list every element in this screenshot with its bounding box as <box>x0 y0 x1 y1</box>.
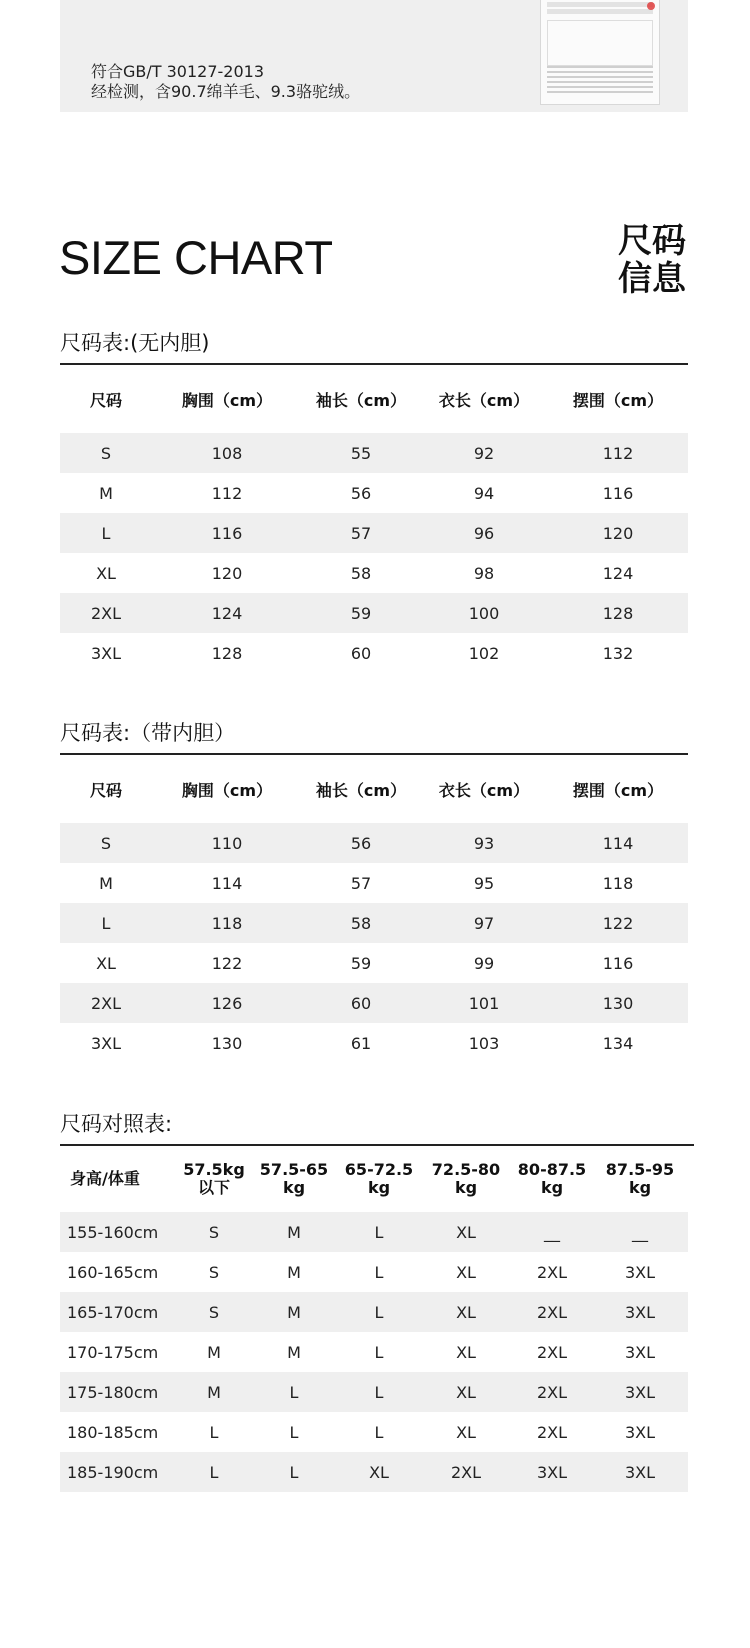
table-cell: 3XL <box>624 1342 656 1362</box>
table-cell: 120 <box>548 513 688 553</box>
size-chart-title: SIZE CHART <box>59 231 333 284</box>
table-cell: L <box>178 1452 250 1492</box>
table-cell: 116 <box>602 483 634 503</box>
column-header: 袖长（cm） <box>315 780 407 800</box>
column-header: 65-72.5 kg <box>344 1160 414 1197</box>
column-header: 袖长（cm） <box>315 390 407 410</box>
table-cell: L <box>374 1422 384 1442</box>
size-comparison-table <box>60 1146 688 1492</box>
table-cell: XL <box>420 1372 512 1412</box>
table-cell: XL <box>420 1292 512 1332</box>
column-header: 衣长（cm） <box>438 780 530 800</box>
column-header: 尺码 <box>89 390 122 410</box>
table-cell: 59 <box>302 593 420 633</box>
table-cell: 116 <box>602 953 634 973</box>
table-row <box>60 983 688 1023</box>
table-row <box>60 1332 688 1372</box>
table-cell: 114 <box>548 823 688 863</box>
table-cell: L <box>374 1342 384 1362</box>
table-row <box>60 1212 688 1252</box>
table-cell: 3XL <box>624 1422 656 1442</box>
table-cell: 155-160cm <box>60 1212 178 1252</box>
table-cell: 116 <box>152 513 302 553</box>
table-cell: 56 <box>350 483 372 503</box>
table-cell: 100 <box>420 593 548 633</box>
report-seal-icon <box>647 2 655 10</box>
table-cell: L <box>338 1372 420 1412</box>
fabric-info-text <box>91 62 360 102</box>
table-row <box>60 1252 688 1292</box>
table-row <box>60 473 688 513</box>
table-cell: 128 <box>211 643 243 663</box>
table-cell: 98 <box>473 563 495 583</box>
table-row <box>60 1292 688 1332</box>
table-cell: 110 <box>152 823 302 863</box>
table-cell: M <box>207 1342 221 1362</box>
table-cell: 126 <box>152 983 302 1023</box>
table-cell: 61 <box>350 1033 372 1053</box>
column-header: 尺码 <box>89 780 122 800</box>
column-header: 身高/体重 <box>70 1169 140 1188</box>
table-row <box>60 903 688 943</box>
table-cell: 58 <box>350 563 372 583</box>
table-cell: XL <box>338 1452 420 1492</box>
table-cell: S <box>60 433 152 473</box>
table-row <box>60 863 688 903</box>
table-row <box>60 593 688 633</box>
table-cell: 118 <box>152 903 302 943</box>
table-cell: 3XL <box>90 1033 122 1053</box>
table-cell: 103 <box>468 1033 500 1053</box>
table-cell: M <box>178 1372 250 1412</box>
column-header: 57.5kg 以下 <box>183 1160 245 1197</box>
table-cell: S <box>178 1212 250 1252</box>
table-cell: 3XL <box>592 1452 688 1492</box>
table-cell: L <box>60 513 152 553</box>
table-cell: L <box>250 1372 338 1412</box>
table-cell: 170-175cm <box>67 1342 159 1362</box>
table-cell: M <box>99 873 113 893</box>
table-cell: 96 <box>420 513 548 553</box>
table-cell: 180-185cm <box>67 1422 159 1442</box>
table-cell: 134 <box>602 1033 634 1053</box>
table-cell: 132 <box>602 643 634 663</box>
table-cell: 2XL <box>60 983 152 1023</box>
table-cell: 165-170cm <box>60 1292 178 1332</box>
size-table-with-liner <box>60 755 688 1063</box>
table-cell: 130 <box>548 983 688 1023</box>
table-cell: L <box>250 1452 338 1492</box>
table-cell: 112 <box>548 433 688 473</box>
table-cell: M <box>250 1212 338 1252</box>
table-row <box>60 1452 688 1492</box>
table-cell: 160-165cm <box>67 1262 159 1282</box>
table-row <box>60 1412 688 1452</box>
column-header: 衣长（cm） <box>438 390 530 410</box>
table-cell: 2XL <box>60 593 152 633</box>
table-cell: 60 <box>350 643 372 663</box>
table-row <box>60 633 688 673</box>
table-cell: __ <box>512 1212 592 1252</box>
test-report-image <box>540 0 660 105</box>
table-row <box>60 553 688 593</box>
standard-line: 符合GB/T 30127-2013 <box>91 62 265 81</box>
table-cell: __ <box>592 1212 688 1252</box>
table-cell: 55 <box>302 433 420 473</box>
table3-title: 尺码对照表: <box>60 1112 173 1136</box>
table-cell: 3XL <box>592 1372 688 1412</box>
table-cell: S <box>178 1292 250 1332</box>
table-cell: L <box>289 1422 299 1442</box>
fabric-info-banner <box>60 0 688 112</box>
table-cell: 2XL <box>536 1342 568 1362</box>
table-cell: 128 <box>548 593 688 633</box>
column-header: 72.5-80 kg <box>431 1160 501 1197</box>
table-cell: 2XL <box>512 1292 592 1332</box>
table-cell: 3XL <box>624 1262 656 1282</box>
table-cell: 124 <box>152 593 302 633</box>
table-cell: XL <box>456 1262 476 1282</box>
table-cell: XL <box>420 1212 512 1252</box>
table-cell: XL <box>456 1342 476 1362</box>
column-header: 57.5-65 kg <box>259 1160 329 1197</box>
table-cell: 99 <box>473 953 495 973</box>
table-cell: M <box>287 1262 301 1282</box>
table-cell: 93 <box>420 823 548 863</box>
table-row <box>60 1023 688 1063</box>
table-cell: L <box>60 903 152 943</box>
table-cell: 118 <box>602 873 634 893</box>
column-header: 胸围（cm） <box>181 390 273 410</box>
table-cell: 120 <box>211 563 243 583</box>
column-header: 摆围（cm） <box>572 780 664 800</box>
table-cell: L <box>374 1262 384 1282</box>
table-cell: M <box>250 1292 338 1332</box>
table-cell: 60 <box>302 983 420 1023</box>
size-info-title-cn: 尺码 信息 <box>618 221 686 299</box>
table-cell: 97 <box>420 903 548 943</box>
table-row <box>60 823 688 863</box>
table-cell: XL <box>456 1422 476 1442</box>
column-header: 胸围（cm） <box>181 780 273 800</box>
table-cell: 2XL <box>536 1262 568 1282</box>
table-row <box>60 433 688 473</box>
table-cell: 57 <box>302 513 420 553</box>
table-cell: 2XL <box>420 1452 512 1492</box>
table-cell: S <box>60 823 152 863</box>
table-row <box>60 1372 688 1412</box>
table-cell: L <box>338 1212 420 1252</box>
table-cell: 101 <box>420 983 548 1023</box>
table-cell: 114 <box>211 873 243 893</box>
table-cell: 57 <box>350 873 372 893</box>
table-cell: 58 <box>302 903 420 943</box>
table-cell: 102 <box>468 643 500 663</box>
table-cell: 59 <box>350 953 372 973</box>
table-cell: 185-190cm <box>60 1452 178 1492</box>
table-cell: 122 <box>211 953 243 973</box>
table-cell: 3XL <box>90 643 122 663</box>
table-cell: 122 <box>548 903 688 943</box>
table-cell: 94 <box>473 483 495 503</box>
table-cell: L <box>338 1292 420 1332</box>
table1-title: 尺码表:(无内胆) <box>60 331 210 355</box>
table-cell: 2XL <box>512 1372 592 1412</box>
table-cell: 112 <box>211 483 243 503</box>
table-cell: 130 <box>211 1033 243 1053</box>
table-cell: 2XL <box>536 1422 568 1442</box>
table-cell: 3XL <box>512 1452 592 1492</box>
table-row <box>60 943 688 983</box>
table-cell: M <box>287 1342 301 1362</box>
composition-line: 经检测，含90.7绵羊毛、9.3骆驼绒。 <box>91 82 361 101</box>
column-header: 摆围（cm） <box>572 390 664 410</box>
table-cell: L <box>209 1422 219 1442</box>
table-cell: 124 <box>602 563 634 583</box>
table-cell: S <box>208 1262 220 1282</box>
column-header: 87.5-95 kg <box>605 1160 675 1197</box>
table-cell: XL <box>96 953 116 973</box>
table-cell: XL <box>96 563 116 583</box>
table-cell: 175-180cm <box>60 1372 178 1412</box>
table-cell: 56 <box>302 823 420 863</box>
table-row <box>60 513 688 553</box>
table-cell: 108 <box>152 433 302 473</box>
column-header: 80-87.5 kg <box>517 1160 587 1197</box>
table-cell: 95 <box>473 873 495 893</box>
table-cell: 3XL <box>592 1292 688 1332</box>
size-table-no-liner <box>60 365 688 673</box>
table2-title: 尺码表:（带内胆） <box>60 721 236 745</box>
table-cell: 92 <box>420 433 548 473</box>
table-cell: M <box>99 483 113 503</box>
